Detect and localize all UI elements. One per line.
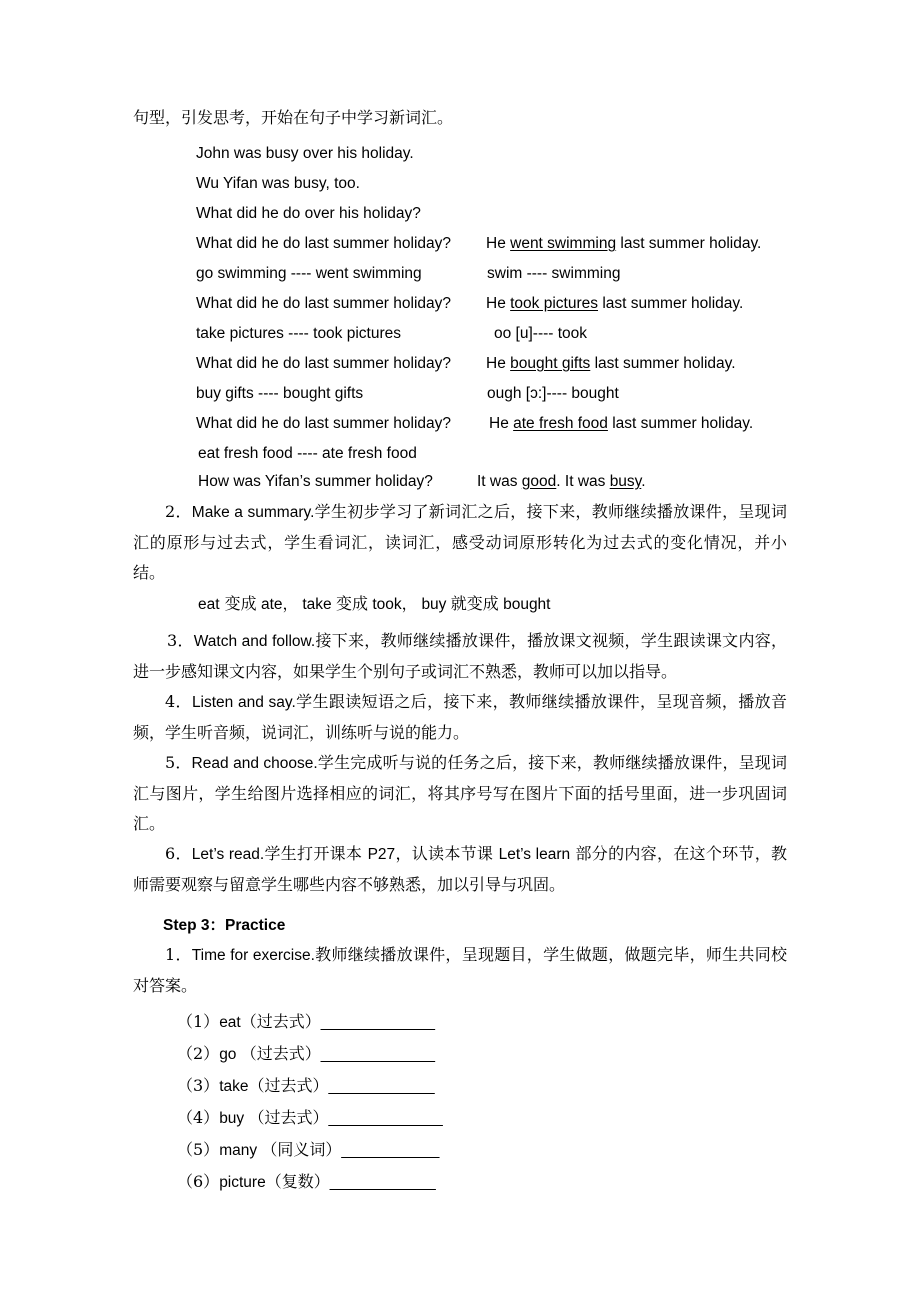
exercise-row-3 <box>177 1073 434 1096</box>
exercise-6-number: （6） <box>177 1172 220 1191</box>
exercise-4-blank[interactable]: ______________ <box>328 1110 443 1127</box>
exercise-3-blank[interactable]: _____________ <box>328 1078 435 1095</box>
step-5-body: 学生完成听与说的任务之后，接下来，教师继续播放课件，呈现词汇与图片，学生给图片选择相应的词汇，将其序号写在图片下面的括号里面，进一步巩固词汇。 <box>133 753 787 834</box>
answer-2-post: last summer holiday. <box>598 295 744 312</box>
step-4-body: 学生跟读短语之后，接下来，教师继续播放课件，呈现音频，播放音频，学生听音频，说词汇，训练听与说的能力。 <box>133 692 787 743</box>
summary-becomes-3: 就变成 <box>450 594 499 613</box>
dialogue-final-answer <box>477 473 646 491</box>
answer-4-underlined: ate fresh food <box>513 415 608 432</box>
exercise-2-tag: （过去式） <box>240 1044 321 1063</box>
step-6-title: Let’s read. <box>191 846 265 863</box>
exercise-3-tag: （过去式） <box>248 1076 329 1095</box>
exercise-5-tag: （同义词） <box>261 1140 342 1159</box>
summary-buy: buy <box>421 596 447 613</box>
exercise-4-tag: （过去式） <box>248 1108 329 1127</box>
wordform-left-3: buy gifts ---- bought gifts <box>196 385 364 402</box>
exercise-3-number: （3） <box>177 1076 220 1095</box>
exercise-1-number: （1） <box>177 1012 220 1031</box>
exercise-6-tag: （复数） <box>265 1172 330 1191</box>
step-2-number: 2． <box>165 502 192 521</box>
step-2-body: 学生初步学习了新词汇之后，接下来，教师继续播放课件，呈现词汇的原形与过去式，学生看词汇，读词汇，感受动词原形转化为过去式的变化情况，并小结。 <box>133 502 787 583</box>
summary-took: took， <box>372 596 418 613</box>
answer-3-pre: He <box>486 355 511 372</box>
wordform-left-4: eat fresh food ---- ate fresh food <box>198 445 417 462</box>
dialogue-answer-2 <box>486 295 743 313</box>
step-item-6 <box>133 839 787 900</box>
exercise-3-word: take <box>219 1078 249 1095</box>
final-answer-post: . <box>641 473 646 490</box>
wordform-right-3-phonics: ough [ɔ:]---- bought <box>487 385 619 402</box>
summary-becomes-2: 变成 <box>335 594 368 613</box>
final-answer-mid: . It was <box>556 473 610 490</box>
summary-ate: ate， <box>260 596 299 613</box>
summary-verb-transformations <box>198 591 551 614</box>
step-2-title: Make a summary. <box>191 504 315 521</box>
answer-4-pre: He <box>489 415 514 432</box>
exercise-5-blank[interactable]: ____________ <box>341 1142 439 1159</box>
exercise-1-blank[interactable]: ______________ <box>320 1014 435 1031</box>
exercise-row-2 <box>177 1041 434 1064</box>
step-5-number: 5． <box>165 753 192 772</box>
exercise-5-number: （5） <box>177 1140 220 1159</box>
step3-heading-text: Step 3：Practice <box>163 917 286 934</box>
exercise-1-tag: （过去式） <box>240 1012 321 1031</box>
step-6-body-a: 学生打开课本 <box>264 844 368 863</box>
dialogue-final-question: How was Yifan’s summer holiday? <box>198 473 433 490</box>
step3-practice-heading <box>163 913 285 935</box>
wordform-left-1: go swimming ---- went swimming <box>196 265 422 282</box>
summary-bought: bought <box>503 596 551 613</box>
exercise-2-number: （2） <box>177 1044 220 1063</box>
exercise-6-blank[interactable]: _____________ <box>329 1174 436 1191</box>
answer-4-post: last summer holiday. <box>607 415 754 432</box>
step-6-body-b: ，认读本节课 <box>395 844 499 863</box>
answer-2-underlined: took pictures <box>510 295 599 312</box>
exercise-2-blank[interactable]: ______________ <box>320 1046 435 1063</box>
step-3-number: 3． <box>167 631 194 650</box>
answer-1-pre: He <box>486 235 511 252</box>
step-6-section-name: Let’s learn <box>498 846 571 863</box>
step-6-body-c: 部分的内容，在这个环节，教师需要观察与留意学生哪些内容不够熟悉，加以引导与巩固。 <box>133 844 787 895</box>
exercise-row-1 <box>177 1009 434 1032</box>
dialogue-answer-4 <box>489 415 753 433</box>
answer-3-post: last summer holiday. <box>590 355 736 372</box>
step-item-2 <box>133 497 787 589</box>
dialogue-question-4: What did he do last summer holiday? <box>196 415 452 432</box>
step-4-title: Listen and say. <box>191 694 296 711</box>
summary-eat: eat <box>198 596 220 613</box>
exercise-row-5 <box>177 1137 439 1160</box>
step-3-title: Watch and follow. <box>193 633 316 650</box>
step-3-body: 接下来，教师继续播放课件，播放课文视频，学生跟读课文内容，进一步感知课文内容，如果学生个别句子或词汇不熟悉，教师可以加以指导。 <box>133 631 787 682</box>
final-answer-busy: busy <box>609 473 642 490</box>
answer-1-underlined: went swimming <box>510 235 617 252</box>
wordform-right-1: swim ---- swimming <box>487 265 621 282</box>
step-item-3 <box>133 626 787 687</box>
exercise-5-word: many <box>219 1142 258 1159</box>
step-6-number: 6． <box>165 844 192 863</box>
practice-1-number: 1． <box>165 945 192 964</box>
summary-take: take <box>302 596 332 613</box>
summary-becomes-1: 变成 <box>224 594 257 613</box>
exercise-row-6 <box>177 1169 435 1192</box>
answer-2-pre: He <box>486 295 511 312</box>
top-continuation-line: 句型，引发思考，开始在句子中学习新词汇。 <box>133 108 454 127</box>
step-item-5 <box>133 748 787 840</box>
exercise-row-4 <box>177 1105 442 1128</box>
answer-3-underlined: bought gifts <box>510 355 591 372</box>
final-answer-pre: It was <box>477 473 522 490</box>
exercise-4-number: （4） <box>177 1108 220 1127</box>
step-5-title: Read and choose. <box>191 755 318 772</box>
answer-1-post: last summer holiday. <box>616 235 762 252</box>
step-6-textbook-page: P27 <box>367 846 396 863</box>
wordform-right-2-phonics: oo [u]---- took <box>494 325 588 342</box>
wordform-left-2: take pictures ---- took pictures <box>196 325 402 342</box>
step-item-4 <box>133 687 787 748</box>
exercise-4-word: buy <box>219 1110 245 1127</box>
dialogue-line-question-holiday: What did he do over his holiday? <box>196 205 421 222</box>
practice-item-1 <box>133 940 787 1001</box>
dialogue-answer-1 <box>486 235 761 253</box>
practice-1-title: Time for exercise. <box>191 947 315 964</box>
exercise-1-word: eat <box>219 1014 241 1031</box>
exercise-2-word: go <box>219 1046 237 1063</box>
step-4-number: 4． <box>165 692 192 711</box>
practice-1-body: 教师继续播放课件，呈现题目，学生做题，做题完毕，师生共同校对答案。 <box>133 945 787 996</box>
dialogue-question-1: What did he do last summer holiday? <box>196 235 452 252</box>
exercise-6-word: picture <box>219 1174 266 1191</box>
dialogue-line-wuyifan: Wu Yifan was busy, too. <box>196 175 360 192</box>
final-answer-good: good <box>521 473 557 490</box>
dialogue-line-john: John was busy over his holiday. <box>196 145 414 162</box>
dialogue-answer-3 <box>486 355 736 373</box>
dialogue-question-2: What did he do last summer holiday? <box>196 295 452 312</box>
dialogue-question-3: What did he do last summer holiday? <box>196 355 452 372</box>
